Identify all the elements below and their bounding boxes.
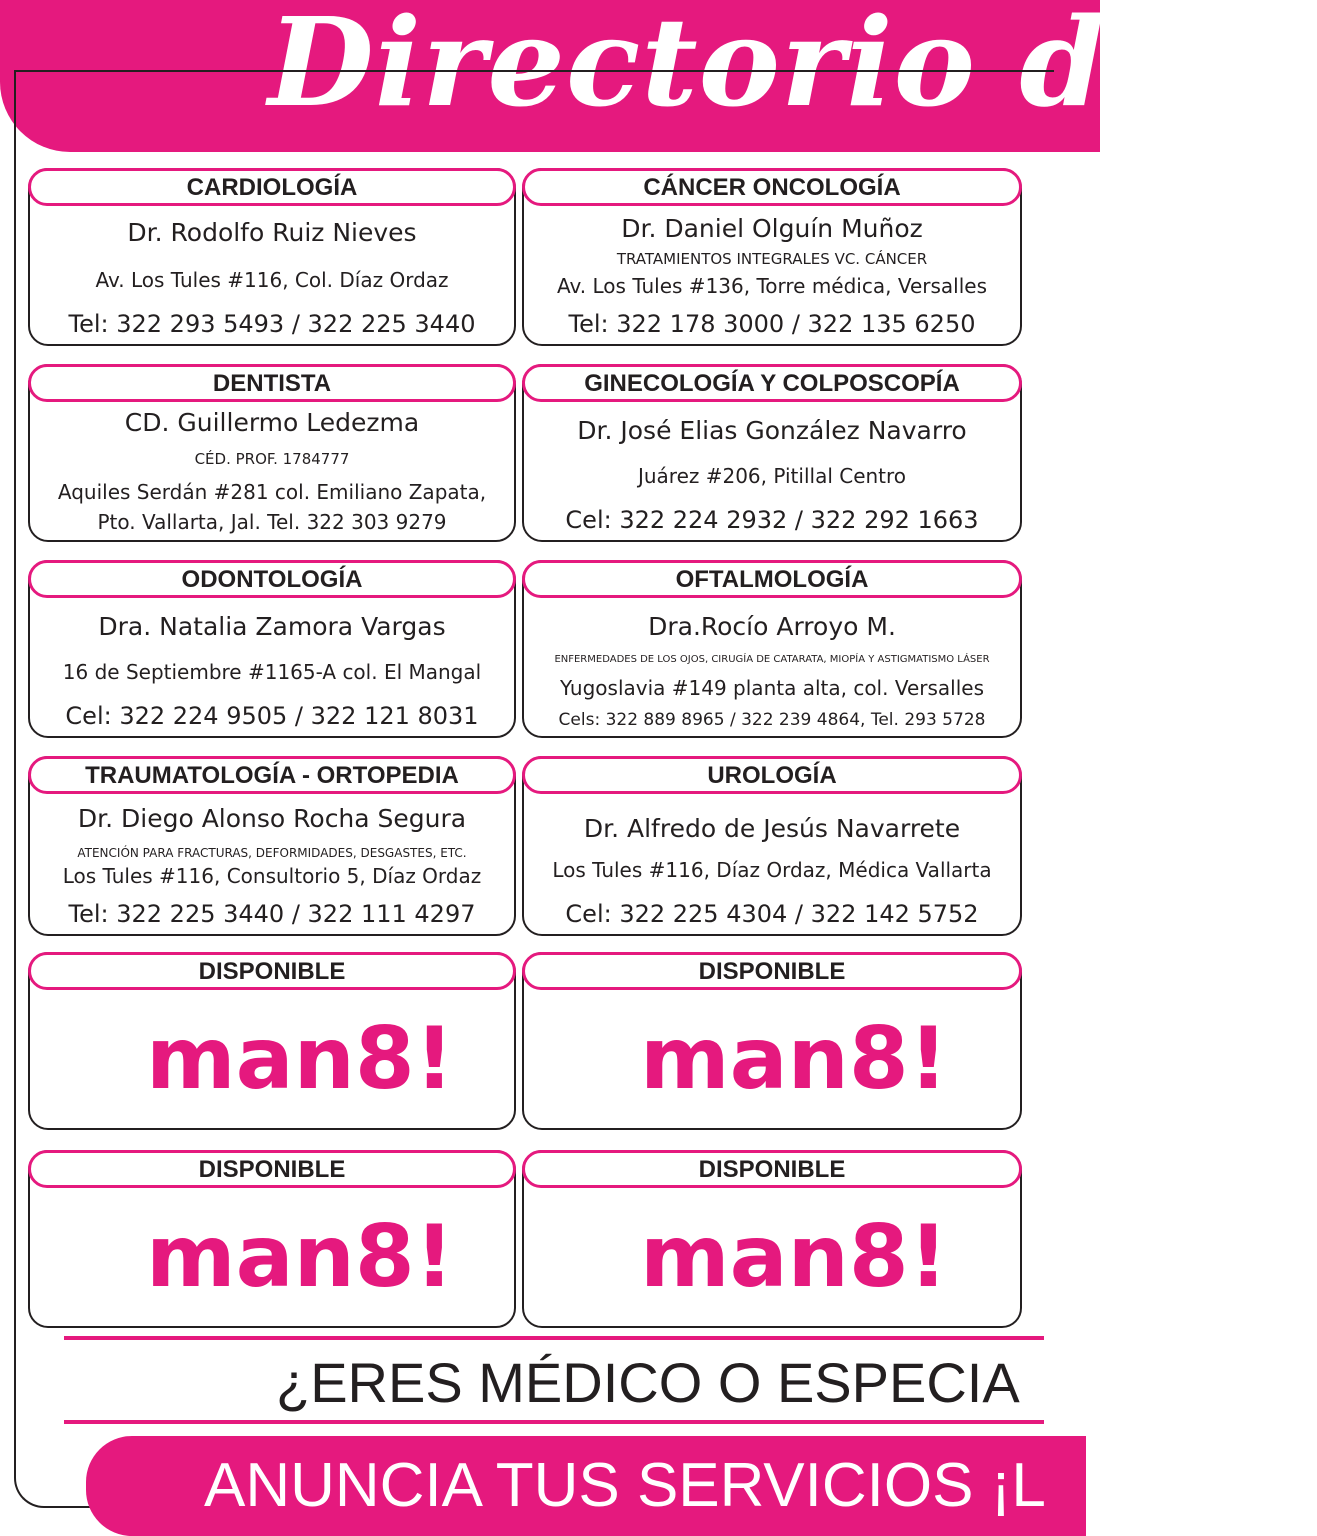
card-title: TRAUMATOLOGÍA - ORTOPEDIA [28,756,516,794]
specialty-note: TRATAMIENTOS INTEGRALES VC. CÁNCER [616,250,928,268]
address: Aquiles Serdán #281 col. Emiliano Zapata, [57,480,487,504]
card-oftalmologia [522,560,1022,738]
card-cancer-oncologia [522,168,1022,346]
card-disponible-3 [28,1150,516,1328]
card-disponible-2 [522,952,1022,1130]
doctor-name: Dr. Alfredo de Jesús Navarrete [583,814,961,843]
address: 16 de Septiembre #1165-A col. El Mangal [62,660,482,684]
phone: Tel: 322 225 3440 / 322 111 4297 [68,900,476,928]
phone: Tel: 322 178 3000 / 322 135 6250 [568,310,976,338]
phone: Cel: 322 224 9505 / 322 121 8031 [65,702,479,730]
card-title: GINECOLOGÍA Y COLPOSCOPÍA [522,364,1022,402]
address: Los Tules #116, Consultorio 5, Díaz Ordaz [62,864,482,888]
specialty-note: ATENCIÓN PARA FRACTURAS, DEFORMIDADES, DESGASTES, ETC. [77,846,467,860]
card-title: CARDIOLOGÍA [28,168,516,206]
doctor-name: CD. Guillermo Ledezma [124,408,420,437]
phone: Cels: 322 889 8965 / 322 239 4864, Tel. 293 5728 [558,710,986,730]
card-title: DENTISTA [28,364,516,402]
page-title: Directorio de S [268,0,1317,134]
card-title: ODONTOLOGÍA [28,560,516,598]
address-phone: Pto. Vallarta, Jal. Tel. 322 303 9279 [97,510,447,534]
card-title: DISPONIBLE [28,952,516,990]
address: Yugoslavia #149 planta alta, col. Versalles [560,676,984,700]
man8-logo [30,1204,518,1307]
divider-bottom [64,1420,1044,1424]
doctor-name: Dra. Natalia Zamora Vargas [98,612,446,641]
card-odontologia [28,560,516,738]
card-disponible-1 [28,952,516,1130]
svg-text:man8!: man8! [640,1009,948,1109]
card-urologia [522,756,1022,936]
card-title: OFTALMOLOGÍA [522,560,1022,598]
svg-text:man8!: man8! [146,1009,454,1109]
doctor-name: Dr. Rodolfo Ruiz Nieves [127,218,417,247]
svg-text:man8!: man8! [146,1207,454,1307]
specialty-note: ENFERMEDADES DE LOS OJOS, CIRUGÍA DE CATARATA, MIOPÍA Y ASTIGMATISMO LÁSER [554,654,990,665]
card-ginecologia [522,364,1022,542]
card-cardiologia [28,168,516,346]
address: Juárez #206, Pitillal Centro [637,464,907,488]
svg-text:man8!: man8! [640,1207,948,1307]
man8-logo [524,1006,1024,1109]
card-title: CÁNCER ONCOLOGÍA [522,168,1022,206]
card-traumatologia [28,756,516,936]
doctor-name: Dr. Daniel Olguín Muñoz [621,214,923,243]
call-to-action-question: ¿ERES MÉDICO O ESPECIA [276,1351,1020,1414]
man8-logo [524,1204,1024,1307]
address: Los Tules #116, Díaz Ordaz, Médica Vallarta [552,858,992,882]
man8-logo [30,1006,518,1109]
card-title: DISPONIBLE [28,1150,516,1188]
card-title: DISPONIBLE [522,1150,1022,1188]
card-disponible-4 [522,1150,1022,1328]
address: Av. Los Tules #116, Col. Díaz Ordaz [95,268,449,292]
license-number: CÉD. PROF. 1784777 [194,450,350,468]
footer-banner-text: ANUNCIA TUS SERVICIOS ¡L [204,1451,1046,1520]
divider-top [64,1336,1044,1340]
doctor-name: Dr. Diego Alonso Rocha Segura [77,804,467,833]
card-dentista [28,364,516,542]
phone: Cel: 322 224 2932 / 322 292 1663 [565,506,979,534]
address: Av. Los Tules #136, Torre médica, Versalles [557,274,987,298]
phone: Tel: 322 293 5493 / 322 225 3440 [68,310,476,338]
card-title: DISPONIBLE [522,952,1022,990]
doctor-name: Dra.Rocío Arroyo M. [648,612,896,641]
card-title: UROLOGÍA [522,756,1022,794]
doctor-name: Dr. José Elias González Navarro [577,416,967,445]
phone: Cel: 322 225 4304 / 322 142 5752 [565,900,979,928]
